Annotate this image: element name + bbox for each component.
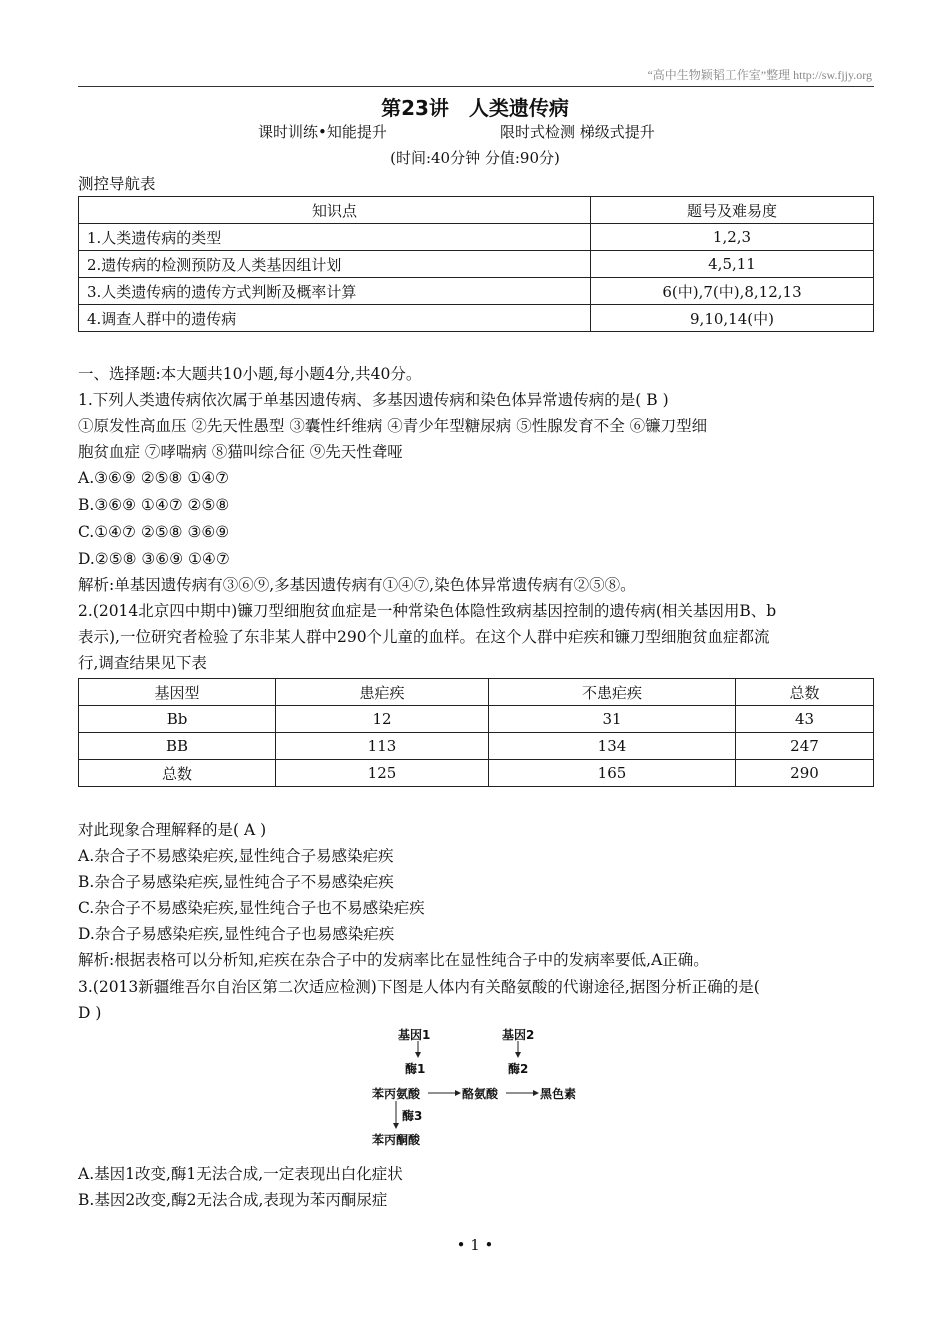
q3-stem-line1: 3.(2013新疆维吾尔自治区第二次适应检测)下图是人体内有关酪氨酸的代谢途径,据图分析正确的是(	[78, 978, 760, 996]
q2-option-a: A.杂合子不易感染疟疾,显性纯合子易感染疟疾	[78, 847, 394, 865]
table-cell: Bb	[79, 706, 276, 733]
time-info: (时间:40分钟 分值:90分)	[390, 149, 560, 167]
nav-table-caption: 测控导航表	[78, 175, 156, 193]
table-row	[79, 197, 874, 224]
table-row	[79, 305, 874, 332]
table-cell: 165	[489, 760, 736, 787]
table-cell: 134	[489, 733, 736, 760]
q1-option-b: B.③⑥⑨ ①④⑦ ②⑤⑧	[78, 496, 230, 514]
nav-table	[78, 196, 874, 332]
table-cell: 1,2,3	[591, 224, 874, 251]
table-row	[79, 679, 874, 706]
table-row	[79, 251, 874, 278]
q2-stem-line1: 2.(2014北京四中期中)镰刀型细胞贫血症是一种常染色体隐性致病基因控制的遗传病(相关基因用B、b	[78, 602, 777, 620]
q1-analysis: 解析:单基因遗传病有③⑥⑨,多基因遗传病有①④⑦,染色体异常遗传病有②⑤⑧。	[78, 576, 636, 594]
table-header-cell: 知识点	[79, 197, 591, 224]
q3-option-b: B.基因2改变,酶2无法合成,表现为苯丙酮尿症	[78, 1191, 388, 1209]
enzyme2-label: 酶2	[508, 1062, 529, 1076]
q3-option-a: A.基因1改变,酶1无法合成,一定表现出白化症状	[78, 1165, 403, 1183]
section-heading: 一、选择题:本大题共10小题,每小题4分,共40分。	[78, 365, 422, 383]
table-header-cell: 题号及难易度	[591, 197, 874, 224]
table-cell: 4.调查人群中的遗传病	[79, 305, 591, 332]
table-header-cell: 基因型	[79, 679, 276, 706]
gene1-label: 基因1	[398, 1028, 431, 1042]
table-header-cell: 总数	[736, 679, 874, 706]
q2-question: 对此现象合理解释的是( A )	[78, 821, 267, 839]
table-cell: 3.人类遗传病的遗传方式判断及概率计算	[79, 278, 591, 305]
table-cell: 6(中),7(中),8,12,13	[591, 278, 874, 305]
header-divider	[78, 86, 874, 87]
table-cell: 总数	[79, 760, 276, 787]
page-header-source: “高中生物颖韬工作室”整理 http://sw.fjjy.org	[647, 68, 872, 82]
phenylalanine-label: 苯丙氨酸	[372, 1087, 421, 1101]
q2-data-table	[78, 678, 874, 787]
subtitle-right: 限时式检测 梯级式提升	[500, 123, 655, 141]
table-header-cell: 不患疟疾	[489, 679, 736, 706]
lecture-topic: 人类遗传病	[468, 96, 569, 120]
q2-stem-line3: 行,调查结果见下表	[78, 654, 207, 672]
q2-stem-line2: 表示),一位研究者检验了东非某人群中290个儿童的血样。在这个人群中疟疾和镰刀型细胞贫血症都流	[78, 628, 770, 646]
q2-option-c: C.杂合子不易感染疟疾,显性纯合子也不易感染疟疾	[78, 899, 425, 917]
table-cell: 290	[736, 760, 874, 787]
table-cell: 43	[736, 706, 874, 733]
table-cell: 1.人类遗传病的类型	[79, 224, 591, 251]
q1-option-a: A.③⑥⑨ ②⑤⑧ ①④⑦	[78, 469, 230, 487]
q1-option-c: C.①④⑦ ②⑤⑧ ③⑥⑨	[78, 523, 230, 541]
gene2-label: 基因2	[502, 1028, 535, 1042]
enzyme3-label: 酶3	[402, 1109, 423, 1123]
q1-items-line1: ①原发性高血压 ②先天性愚型 ③囊性纤维病 ④青少年型糖尿病 ⑤性腺发育不全 ⑥镰刀型细	[78, 417, 708, 435]
phenylpyruvate-label: 苯丙酮酸	[372, 1133, 421, 1147]
table-cell: 247	[736, 733, 874, 760]
enzyme1-label: 酶1	[405, 1062, 426, 1076]
table-cell: 4,5,11	[591, 251, 874, 278]
table-cell: 9,10,14(中)	[591, 305, 874, 332]
lecture-number: 第23讲	[381, 96, 449, 120]
table-header-cell: 患疟疾	[276, 679, 489, 706]
table-cell: 31	[489, 706, 736, 733]
tyrosine-label: 酪氨酸	[462, 1087, 499, 1101]
table-row	[79, 278, 874, 305]
page-number: • 1 •	[456, 1236, 494, 1254]
q2-option-b: B.杂合子易感染疟疾,显性纯合子不易感染疟疾	[78, 873, 394, 891]
melanin-label: 黑色素	[540, 1087, 577, 1101]
q1-option-d: D.②⑤⑧ ③⑥⑨ ①④⑦	[78, 550, 230, 568]
q1-stem: 1.下列人类遗传病依次属于单基因遗传病、多基因遗传病和染色体异常遗传病的是( B )	[78, 391, 669, 409]
table-row	[79, 733, 874, 760]
q2-analysis: 解析:根据表格可以分析知,疟疾在杂合子中的发病率比在显性纯合子中的发病率要低,A正确。	[78, 951, 709, 969]
table-row	[79, 760, 874, 787]
table-cell: 113	[276, 733, 489, 760]
table-cell: 2.遗传病的检测预防及人类基因组计划	[79, 251, 591, 278]
table-row	[79, 224, 874, 251]
q1-items-line2: 胞贫血症 ⑦哮喘病 ⑧猫叫综合征 ⑨先天性聋哑	[78, 443, 403, 461]
q3-stem-line2: D )	[78, 1004, 102, 1022]
table-row	[79, 706, 874, 733]
table-cell: 12	[276, 706, 489, 733]
table-cell: BB	[79, 733, 276, 760]
page-title	[0, 92, 950, 121]
q2-option-d: D.杂合子易感染疟疾,显性纯合子也易感染疟疾	[78, 925, 395, 943]
table-cell: 125	[276, 760, 489, 787]
subtitle-left: 课时训练•知能提升	[258, 123, 387, 141]
